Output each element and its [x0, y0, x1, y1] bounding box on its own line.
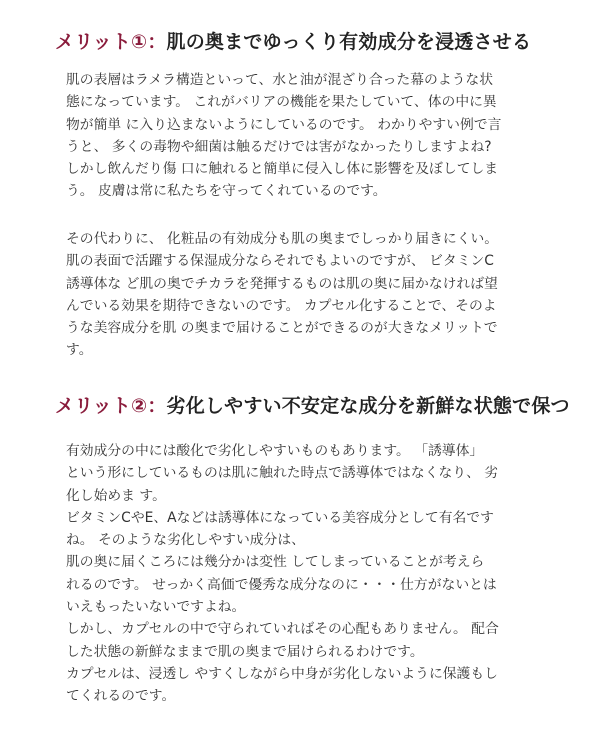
paragraph [66, 228, 572, 362]
text-line: んでいる効果を期待できないのです。 カプセル化することで、そのよ [66, 297, 497, 314]
text-line: れるのです。 せっかく高価で優秀な成分なのに・・・仕方がないとは [66, 576, 497, 593]
text-line: 態になっています。 これがバリアの機能を果たしていて、体の中に異 [66, 94, 497, 111]
paragraph [66, 440, 572, 708]
text-line: 肌の表層はラメラ構造といって、水と油が混ざり合った幕のような状 [66, 72, 494, 88]
paragraph [66, 69, 572, 203]
heading-text: 肌の奥までゆっくり有効成分を浸透させる [166, 31, 532, 53]
text-line: 化し始めま す。 [66, 487, 166, 504]
text-line: した状態の新鮮なままで肌の奥まで届けられるわけです。 [66, 643, 424, 660]
text-line: という形にしているものは肌に触れた時点で誘導体ではなくなり、 劣 [66, 465, 499, 482]
text-line: 誘導体な ど肌の奥でチカラを発揮するものは肌の奥に届かなければ望 [66, 275, 498, 292]
text-line: 肌の奥に届くころには幾分かは変性 してしまっていることが考えら [66, 554, 485, 571]
text-line: てくれるのです。 [66, 688, 176, 705]
text-line: しかし、カプセルの中で守られていればその心配もありません。 配合 [66, 621, 499, 638]
text-line: 有効成分の中には酸化で劣化しやすいものもあります。 「誘導体」 [66, 443, 484, 459]
heading-prefix: メリット②： [55, 395, 167, 417]
text-line: その代わりに、 化粧品の有効成分も肌の奥までしっかり届きにくい。 [66, 231, 499, 247]
text-line: ビタミンCやE、Aなどは誘導体になっている美容成分として有名です [66, 509, 494, 526]
text-line: うと、 多くの毒物や細菌は触るだけでは害がなかったりしますよね? [66, 138, 492, 155]
section-heading [55, 391, 570, 418]
text-line: カプセルは、浸透し やすくしながら中身が劣化しないように保護もし [66, 665, 498, 682]
text-line: いえもったいないですよね。 [66, 599, 246, 616]
text-line: しかし飲んだり傷 口に触れると簡単に侵入し体に影響を及ぼしてしま [66, 161, 499, 178]
heading-prefix: メリット①： [55, 31, 167, 53]
text-line: 肌の表面で活躍する保湿成分ならそれでもよいのですが、 ビタミンC [66, 253, 494, 270]
text-line: 物が簡単 に入り込まないようにしているのです。 わかりやすい例で言 [66, 116, 502, 133]
text-line: うな美容成分を肌 の奥まで届けることができるのが大きなメリットで [66, 320, 498, 337]
heading-text: 劣化しやすい不安定な成分を新鮮な状態で保つ [166, 395, 570, 417]
section-heading [55, 27, 531, 54]
text-line: う。 皮膚は常に私たちを守ってくれているのです。 [66, 183, 387, 200]
text-line: ね。 そのような劣化しやすい成分は、 [66, 532, 305, 549]
text-line: す。 [66, 342, 93, 359]
